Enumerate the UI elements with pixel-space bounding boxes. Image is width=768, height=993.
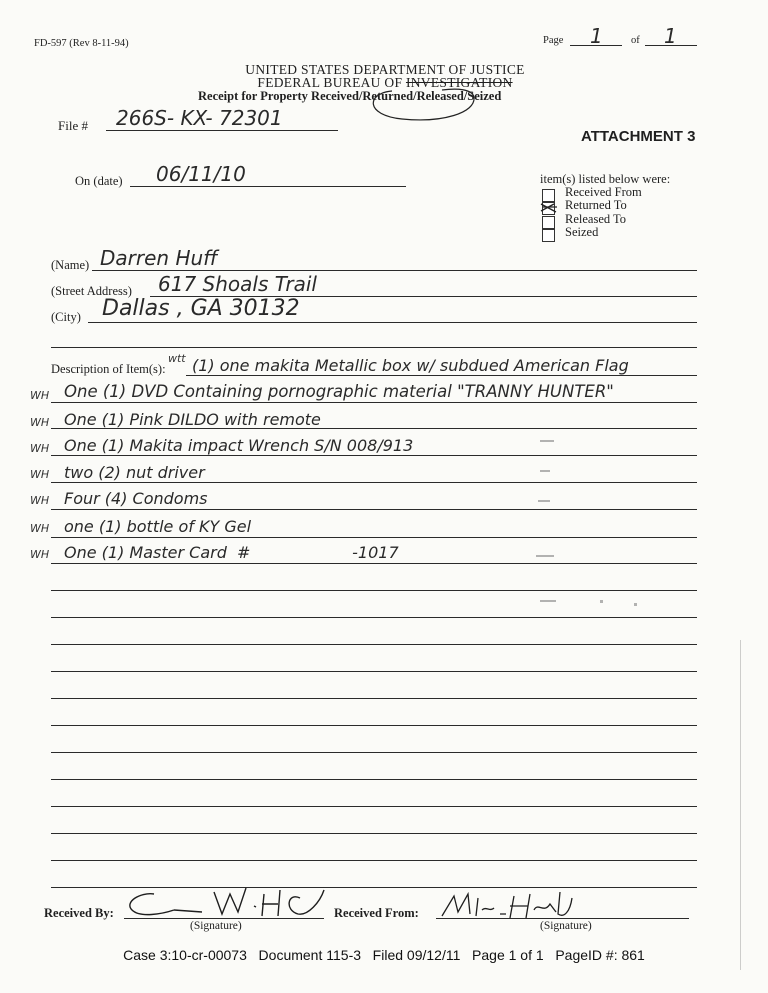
item-initials: wtt [168,352,186,365]
case-footer: Case 3:10-cr-00073 Document 115-3 Filed 09/12/11 Page 1 of 1 PageID #: 861 [123,947,645,963]
checkbox-label-released-to: Released To [565,212,627,226]
returned-circle-mark [362,83,480,123]
file-number-label: File # [58,118,88,133]
form-number: FD-597 (Rev 8-11-94) [34,38,129,49]
item-initials: WH [30,389,50,402]
checkbox-label-returned-to: Returned To [565,198,627,212]
city-value: Dallas , GA 30132 [102,296,300,321]
item-description: two (2) nut driver [64,463,205,482]
page-of-label: of [631,35,640,46]
item-initials: WH [30,416,50,429]
checkmark-icon [540,201,558,214]
received-by-caption: (Signature) [190,920,242,932]
checkbox-seized[interactable] [542,229,555,242]
date-label: On (date) [75,174,123,188]
item-initials: WH [30,442,50,455]
item-description: one (1) bottle of KY Gel [64,517,252,536]
checkbox-released-to[interactable] [542,216,555,229]
item-initials: WH [30,548,50,561]
page-current: 1 [590,24,603,48]
received-from-signature [438,888,578,924]
bureau-name-prefix: FEDERAL BUREAU OF [257,75,406,90]
page-label: Page [543,35,564,46]
attachment-label: ATTACHMENT 3 [581,128,696,145]
checkbox-label-seized: Seized [565,225,599,239]
received-from-label: Received From: [334,906,419,920]
name-value: Darren Huff [100,246,218,270]
bureau-name-struck: INVESTIGATION [405,75,513,90]
item-description: One (1) Pink DILDO with remote [64,410,321,429]
item-description: One (1) DVD Containing pornographic material "TRANNY HUNTER" [64,382,614,401]
checkbox-label-received-from: Received From [565,185,642,199]
file-number-value: 266S- KX- 72301 [116,106,283,130]
item-initials: WH [30,468,50,481]
received-by-label: Received By: [44,906,114,920]
description-label: Description of Item(s): [51,362,166,376]
name-label: (Name) [51,258,90,272]
agency-name: UNITED STATES DEPARTMENT OF JUSTICE [245,62,525,77]
disposition-intro: item(s) listed below were: [540,172,671,186]
checkbox-returned-to[interactable] [542,202,555,215]
street-address-value: 617 Shoals Trail [158,272,317,296]
item-description: One (1) Master Card # -1017 [64,543,399,562]
item-initials: WH [30,522,50,535]
received-from-caption: (Signature) [540,920,592,932]
item-initials: WH [30,494,50,507]
page-total: 1 [664,24,677,48]
item-description: (1) one makita Metallic box w/ subdued American Flag [192,356,629,375]
street-address-label: (Street Address) [51,284,132,298]
item-description: Four (4) Condoms [64,489,208,508]
date-value: 06/11/10 [156,162,246,186]
city-label: (City) [51,310,81,324]
item-description: One (1) Makita impact Wrench S/N 008/913 [64,436,414,455]
receipt-title: Receipt for Property Received/Returned/Released/Seized [198,89,502,103]
received-by-signature [122,884,332,924]
